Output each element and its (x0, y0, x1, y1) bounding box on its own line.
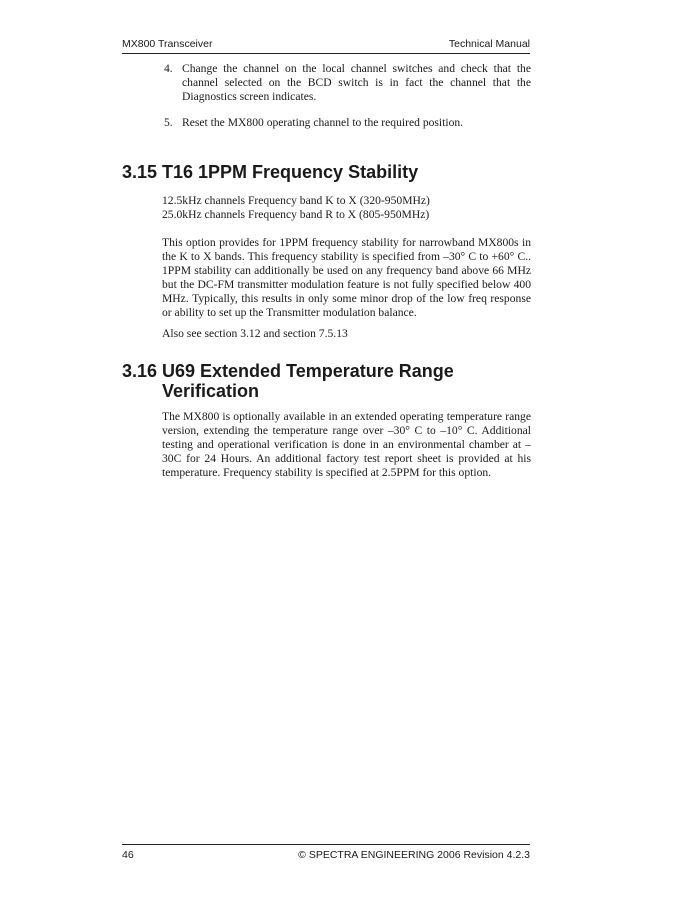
page-number: 46 (122, 849, 134, 861)
header-manual-title: Technical Manual (448, 38, 530, 50)
section-title-line-1: U69 Extended Temperature Range (162, 361, 454, 381)
section-number: 3.16 (122, 361, 158, 381)
list-item-number: 4. (164, 62, 173, 75)
band-line-12-5khz: 12.5kHz channels Frequency band K to X (320-950MHz) (162, 194, 430, 207)
footer-copyright: © SPECTRA ENGINEERING 2006 Revision 4.2.3 (298, 849, 530, 861)
list-item-5 (164, 116, 531, 130)
paragraph-text: This option provides for 1PPM frequency stability for narrowband MX800s in the K to X bands. This frequency stability is specified from –30° C to +60° C.. 1PPM stability can additionally be used on any frequency band above 66 MHz but the DC-FM transmitter modulation feature is not fully specified below 400 MHz. Typically, this results in only some minor drop of the low freq response or ability to set up the Transmitter modulation balance. (162, 236, 531, 319)
see-also-line (162, 327, 531, 341)
section-3-16-heading (122, 361, 542, 401)
section-title: T16 1PPM Frequency Stability (162, 162, 419, 182)
see-also-text: Also see section 3.12 and section 7.5.13 (162, 327, 348, 340)
list-item-text: Change the channel on the local channel switches and check that the channel selected on the BCD switch is in fact the channel that the Diagnostics screen indicates. (182, 62, 531, 103)
section-3-15-heading (122, 162, 542, 182)
list-item-text: Reset the MX800 operating channel to the required position. (182, 116, 464, 129)
frequency-band-list (162, 194, 531, 222)
section-title-line-2: Verification (162, 381, 260, 401)
paragraph-text: The MX800 is optionally available in an extended operating temperature range version, extending the temperature range over –30° C to –10° C. Additional testing and operational verification is done in an environmental chamber at –30C for 24 Hours. An additional factory test report sheet is provided at his temperature. Frequency stability is specified at 2.5PPM for this option. (162, 410, 531, 479)
page-footer (122, 844, 530, 861)
list-item-4 (164, 62, 531, 104)
page-header (122, 37, 530, 54)
header-product-name: MX800 Transceiver (122, 38, 213, 50)
section-3-16-paragraph (162, 410, 531, 480)
band-line-25khz: 25.0kHz channels Frequency band R to X (805-950MHz) (162, 208, 430, 221)
section-number: 3.15 (122, 162, 158, 182)
section-3-15-paragraph (162, 236, 531, 320)
list-item-number: 5. (164, 116, 173, 129)
